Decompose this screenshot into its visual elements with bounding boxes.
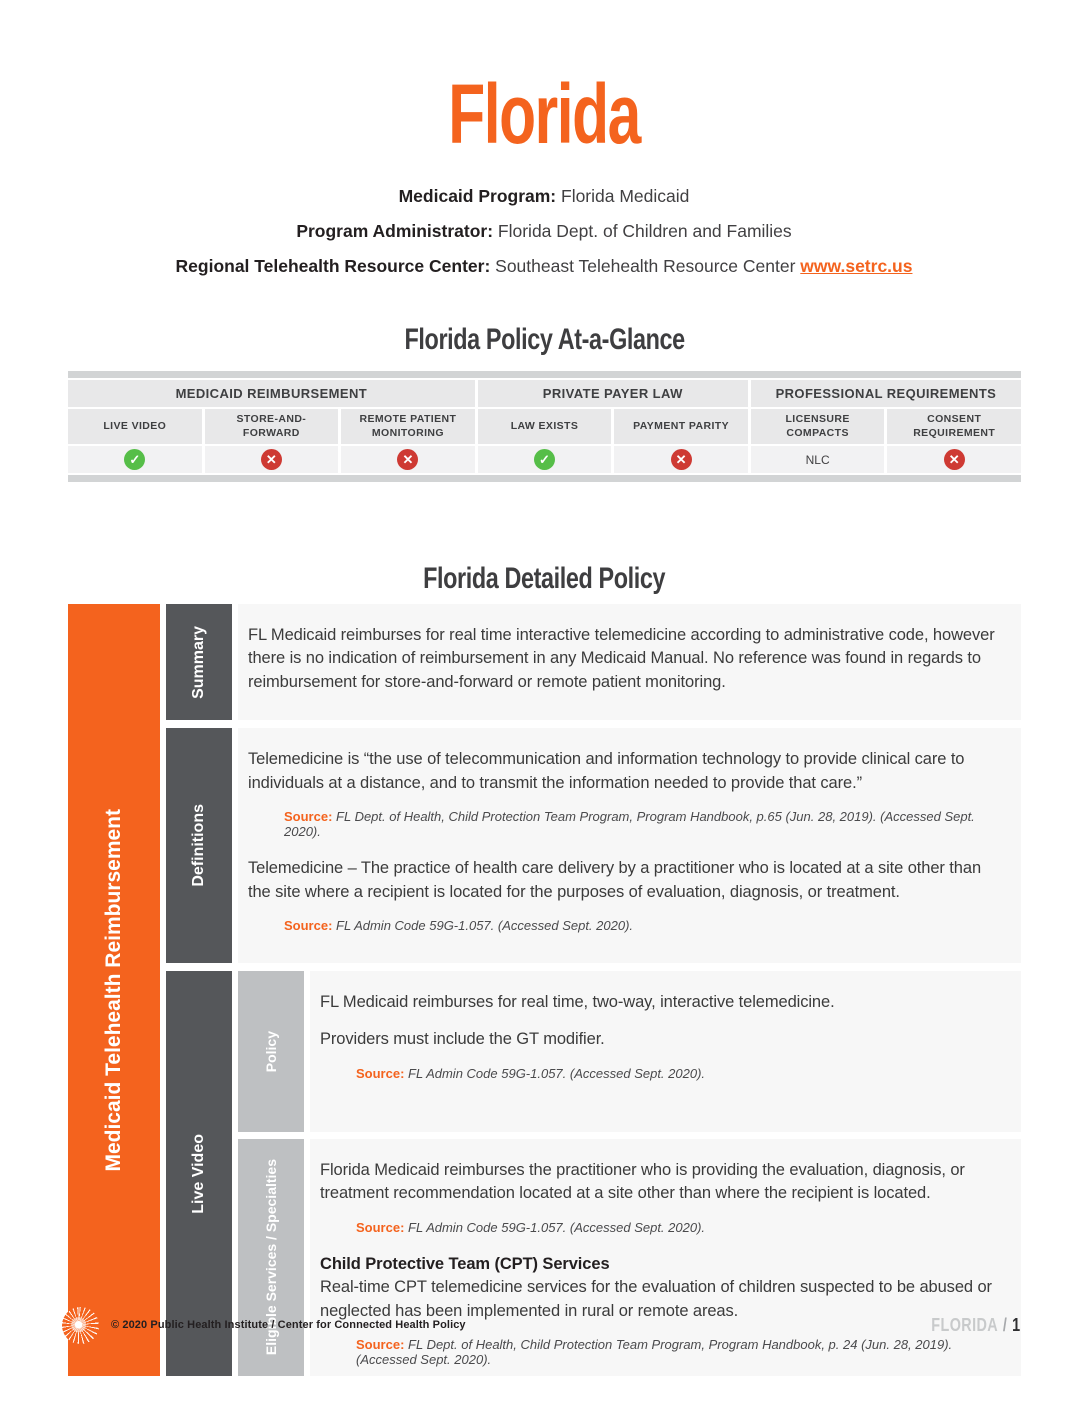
- page-number-value: 1: [1012, 1314, 1021, 1335]
- group-header-professional-requirements: PROFESSIONAL REQUIREMENTS: [751, 380, 1021, 407]
- value-cell-payment-parity-status: [614, 446, 748, 473]
- detailed-policy-table: [68, 604, 1021, 1376]
- page-header: [0, 0, 1088, 277]
- source-label: Source:: [284, 917, 337, 933]
- content-cell: [238, 728, 1021, 963]
- content-paragraph: Real-time CPT telemedicine services for the evaluation of children suspected to be abused or neglected has been implemented in rural or remote areas.: [320, 1278, 992, 1320]
- cross-icon: ✕: [671, 449, 692, 470]
- source-citation: [248, 809, 997, 839]
- source-citation: [248, 918, 997, 933]
- program-meta: [0, 186, 1088, 277]
- value-cell-live-video-status: [68, 446, 202, 473]
- value-cell-remote-patient-monitoring-status: [341, 446, 475, 473]
- meta-value: Florida Medicaid: [561, 186, 690, 206]
- source-text: FL Dept. of Health, Child Protection Team Program, Program Handbook, p. 24 (Jun. 28, 2019). (Accessed Sept. 2020).: [356, 1337, 953, 1368]
- content-subheading: Child Protective Team (CPT) Services: [320, 1254, 610, 1273]
- copyright-text: © 2020 Public Health Institute / Center for Connected Health Policy: [111, 1319, 466, 1331]
- column-header-licensure-compacts: LICENSURE COMPACTS: [751, 409, 885, 444]
- page-number: [932, 1315, 1021, 1336]
- page-number-state: FLORIDA: [931, 1314, 999, 1335]
- table-column-header-row: [68, 409, 1021, 444]
- source-label: Source:: [356, 1219, 409, 1235]
- content-cell: [238, 604, 1021, 720]
- at-a-glance-table: [68, 371, 1021, 482]
- section-label-text: Definitions: [190, 804, 207, 887]
- section-label-text: Live Video: [190, 1133, 207, 1214]
- column-header-live-video: LIVE VIDEO: [68, 409, 202, 444]
- column-header-law-exists: LAW EXISTS: [478, 409, 612, 444]
- column-header-store-and-forward: STORE-AND-FORWARD: [205, 409, 339, 444]
- meta-line-regional-telehealth-resource-center: [0, 256, 1088, 277]
- at-a-glance-section: [68, 323, 1021, 482]
- content-paragraph: FL Medicaid reimburses for real time interactive telemedicine according to administrative code, however there is no indication of reimbursement in any Medicaid Manual. No reference was found in regards to reimbursement for store-and-forward or remote patient monitoring.: [248, 626, 995, 691]
- section-label-definitions: [166, 728, 232, 963]
- table-value-row: [68, 446, 1021, 473]
- value-cell-consent-requirement-status: [887, 446, 1021, 473]
- content-paragraph: FL Medicaid reimburses for real time, two-way, interactive telemedicine.: [320, 992, 835, 1011]
- source-text: FL Admin Code 59G-1.057. (Accessed Sept. 2020).: [408, 1065, 706, 1081]
- source-citation: [320, 1220, 997, 1235]
- value-cell-law-exists-status: [478, 446, 612, 473]
- section-label-summary: [166, 604, 232, 720]
- cross-icon: ✕: [397, 449, 418, 470]
- table-top-bar: [68, 371, 1021, 378]
- source-text: FL Dept. of Health, Child Protection Team Program, Program Handbook, p.65 (Jun. 28, 2019). (Accessed Sept. 2020).: [284, 809, 975, 840]
- meta-value: Southeast Telehealth Resource Center: [495, 256, 801, 276]
- content-paragraph: Telemedicine is “the use of telecommunication and information technology to provide clinical care to individuals at a distance, and to transmit the information needed to provide that care.”: [248, 750, 965, 792]
- category-column-medicaid-telehealth-reimbursement: [68, 604, 160, 1376]
- content-paragraph: Providers must include the GT modifier.: [320, 1030, 605, 1049]
- source-citation: [320, 1066, 997, 1081]
- cross-icon: ✕: [261, 449, 282, 470]
- cchp-sunburst-logo-icon: [62, 1307, 99, 1344]
- subsection-label-text: Eligible Services / Specialties: [263, 1159, 279, 1356]
- check-icon: ✓: [124, 449, 145, 470]
- category-label: Medicaid Telehealth Reimbursement: [102, 808, 125, 1172]
- column-header-payment-parity: PAYMENT PARITY: [614, 409, 748, 444]
- source-label: Source:: [284, 809, 337, 825]
- group-header-private-payer-law: PRIVATE PAYER LAW: [478, 380, 748, 407]
- section-label-text: Summary: [190, 625, 207, 699]
- detail-sections: [166, 604, 1021, 1376]
- at-a-glance-title: Florida Policy At-a-Glance: [404, 323, 685, 356]
- value-cell-store-and-forward-status: [205, 446, 339, 473]
- subsections-definitions: [238, 728, 1021, 963]
- content-row-definitions: [238, 728, 1021, 963]
- source-label: Source:: [356, 1065, 409, 1081]
- content-row-summary: [238, 604, 1021, 720]
- page-number-separator: /: [1003, 1314, 1008, 1335]
- subsection-label-policy: [238, 971, 304, 1132]
- cross-icon: ✕: [944, 449, 965, 470]
- subsection-label-text: Policy: [263, 1030, 279, 1073]
- setrc-link[interactable]: www.setrc.us: [800, 256, 913, 276]
- source-text: FL Admin Code 59G-1.057. (Accessed Sept. 2020).: [336, 917, 634, 933]
- group-header-medicaid-reimbursement: MEDICAID REIMBURSEMENT: [68, 380, 475, 407]
- source-text: FL Admin Code 59G-1.057. (Accessed Sept. 2020).: [408, 1219, 706, 1235]
- subsections-summary: [238, 604, 1021, 720]
- column-header-remote-patient-monitoring: REMOTE PATIENT MONITORING: [341, 409, 475, 444]
- content-cell: [310, 971, 1021, 1132]
- meta-label: Program Administrator:: [296, 221, 498, 241]
- table-bottom-bar: [68, 475, 1021, 482]
- meta-line-program-administrator: [0, 221, 1088, 242]
- section-row-definitions: [166, 728, 1021, 963]
- subsection-row-policy: [238, 971, 1021, 1132]
- meta-label: Medicaid Program:: [398, 186, 561, 206]
- content-paragraph: Telemedicine – The practice of health care delivery by a practitioner who is located at a site other than the site where a recipient is located for the purposes of evaluation, diagnosis, or treatment.: [248, 859, 982, 901]
- status-text: NLC: [805, 452, 830, 467]
- check-icon: ✓: [534, 449, 555, 470]
- meta-line-medicaid-program: [0, 186, 1088, 207]
- meta-label: Regional Telehealth Resource Center:: [175, 256, 496, 276]
- value-cell-licensure-compacts-status: [751, 446, 885, 473]
- table-group-header-row: [68, 380, 1021, 407]
- source-label: Source:: [356, 1337, 409, 1353]
- section-row-summary: [166, 604, 1021, 720]
- detailed-policy-title: Florida Detailed Policy: [422, 562, 665, 595]
- meta-value: Florida Dept. of Children and Families: [497, 221, 792, 241]
- page-title: Florida: [448, 67, 640, 161]
- column-header-consent-requirement: CONSENT REQUIREMENT: [887, 409, 1021, 444]
- content-paragraph: Florida Medicaid reimburses the practitioner who is providing the evaluation, diagnosis, or treatment recommendation located at a site other than where the recipient is located.: [320, 1160, 965, 1203]
